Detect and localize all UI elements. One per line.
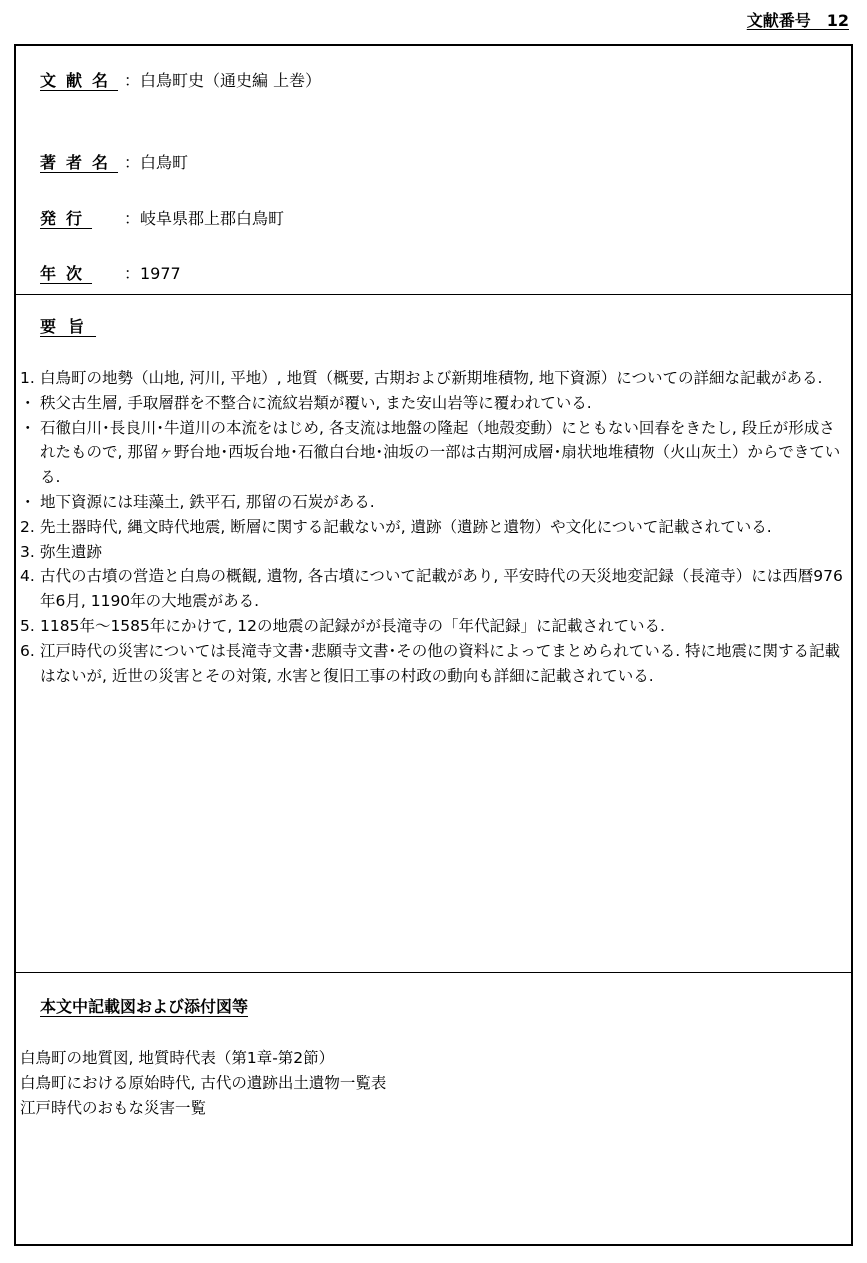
divider-meta-summary (16, 294, 851, 295)
summary-item (20, 564, 845, 614)
figure-item: 白鳥町の地質図, 地質時代表（第1章-第2節） (20, 1049, 335, 1067)
year-label: 年次 (40, 264, 93, 283)
summary-item-marker: ・ (20, 492, 36, 511)
summary-item-marker: 5. (20, 616, 35, 635)
summary-list (20, 366, 845, 688)
summary-item-text: 1185年～1585年にかけて, 12の地震の記録がが長滝寺の「年代記録」に記載されている. (40, 616, 665, 635)
summary-item-text: 先土器時代, 縄文時代地震, 断層に関する記載ないが, 遺跡（遺跡と遺物）や文化について記載されている. (40, 517, 772, 536)
summary-item (20, 366, 845, 391)
title-label: 文献名 (40, 71, 119, 90)
summary-item (20, 416, 845, 490)
author-label: 著者名 (40, 153, 119, 172)
year-row (40, 261, 181, 284)
summary-item (20, 490, 845, 515)
summary-item-text: 江戸時代の災害については長滝寺文書･悲願寺文書･その他の資料によってまとめられている. 特に地震に関する記載はないが, 近世の災害とその対策, 水害と復旧工事の村政の動向も詳細に記載されている. (40, 641, 841, 685)
figures-list (20, 1046, 386, 1121)
divider-summary-figures (16, 972, 851, 973)
document-form (14, 44, 853, 1246)
publisher-row (40, 206, 284, 229)
title-row (40, 68, 321, 91)
summary-item (20, 515, 845, 540)
summary-item-text: 地下資源には珪藻土, 鉄平石, 那留の石炭がある. (40, 492, 375, 511)
publisher-value: ：岐阜県郡上郡白鳥町 (124, 209, 285, 228)
figure-item: 白鳥町における原始時代, 古代の遺跡出土遺物一覧表 (20, 1074, 387, 1092)
title-value: ：白鳥町史（通史編 上巻） (124, 71, 322, 90)
summary-item-marker: 4. (20, 567, 35, 586)
year-value: ：1977 (124, 264, 181, 283)
summary-item-marker: ・ (20, 418, 36, 437)
publisher-label: 発行 (40, 209, 93, 228)
summary-item (20, 614, 845, 639)
summary-item-text: 古代の古墳の営造と白鳥の概観, 遺物, 各古墳について記載があり, 平安時代の天災地変記録（長滝寺）には西暦976年6月, 1190年の大地震がある. (40, 567, 843, 611)
summary-item-marker: 6. (20, 641, 35, 660)
summary-item-text: 弥生遺跡 (40, 542, 103, 561)
summary-item-text: 白鳥町の地勢（山地, 河川, 平地）, 地質（概要, 古期および新期堆積物, 地下資源）についての詳細な記載がある. (40, 369, 823, 387)
summary-heading: 要旨 (40, 317, 97, 336)
summary-item (20, 639, 845, 689)
figure-item: 江戸時代のおもな災害一覧 (20, 1099, 207, 1117)
summary-item-marker: 1. (20, 369, 35, 387)
author-value: ：白鳥町 (124, 153, 189, 172)
summary-item-marker: ・ (20, 393, 36, 412)
summary-item (20, 540, 845, 565)
summary-item (20, 391, 845, 416)
summary-item-marker: 3. (20, 542, 35, 561)
summary-item-marker: 2. (20, 517, 35, 536)
figures-heading: 本文中記載図および添付図等 (40, 997, 249, 1016)
summary-item-text: 秩父古生層, 手取層群を不整合に流紋岩類が覆い, また安山岩等に覆われている. (40, 393, 592, 412)
document-number: 文献番号 12 (746, 11, 849, 30)
author-row (40, 150, 188, 173)
summary-item-text: 石徹白川･長良川･牛道川の本流をはじめ, 各支流は地盤の隆起（地殻変動）にともない回春をきたし, 段丘が形成されたもので, 那留ヶ野台地･西坂台地･石徹白台地･油坂の一部は古期河成層･扇状地堆積物（火山灰土）からできている. (40, 418, 841, 487)
